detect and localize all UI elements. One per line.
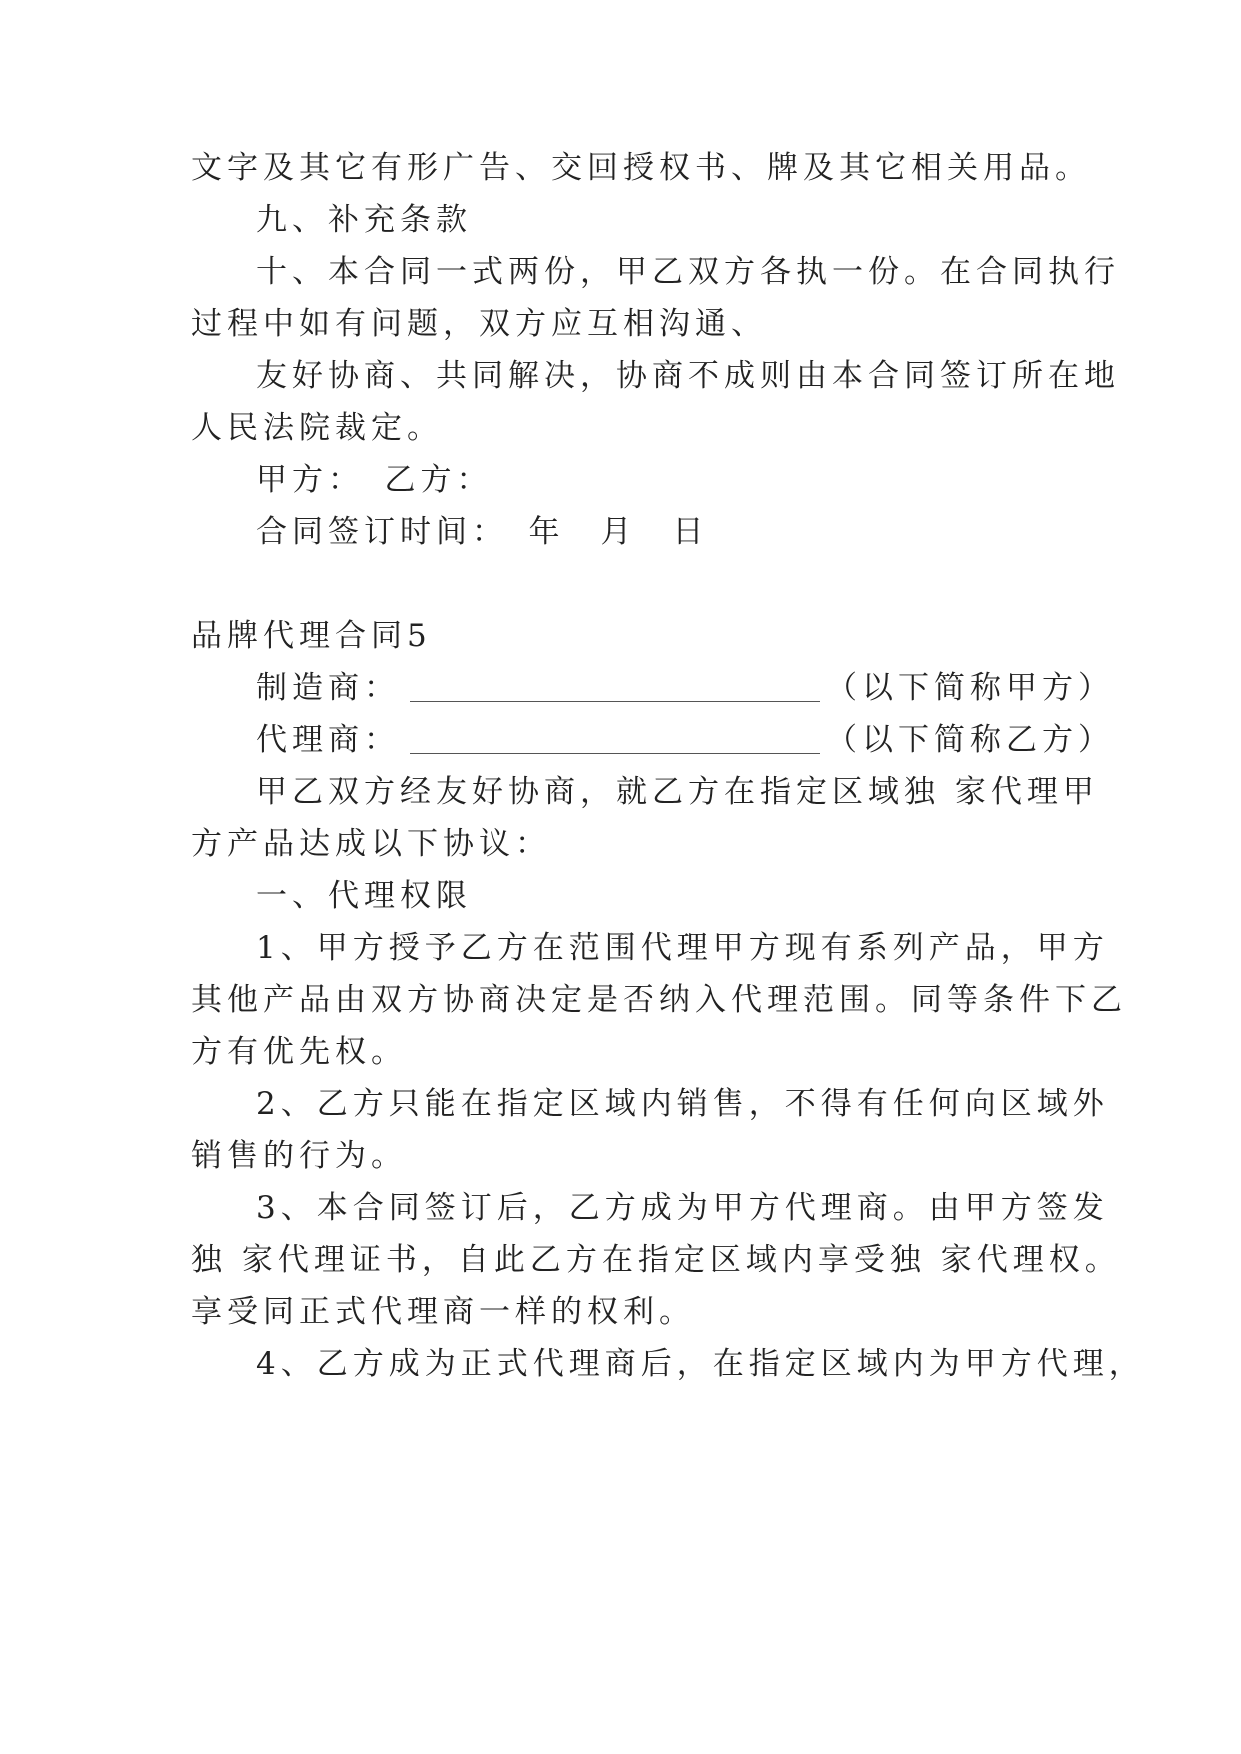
paragraph-line: 销售的行为。	[191, 1138, 407, 1174]
paragraph-line: 4、乙方成为正式代理商后，在指定区域内为甲方代理，	[256, 1346, 1145, 1382]
manufacturer-note: （以下简称甲方）	[826, 670, 1114, 706]
paragraph-line: 其他产品由双方协商决定是否纳入代理范围。同等条件下乙	[191, 982, 1127, 1018]
paragraph-line: 方有优先权。	[191, 1034, 407, 1070]
paragraph-line: 方产品达成以下协议：	[191, 826, 551, 862]
agent-label: 代理商：	[256, 722, 400, 758]
paragraph-line: 过程中如有问题，双方应互相沟通、	[191, 306, 767, 342]
contract-title: 品牌代理合同5	[191, 618, 432, 654]
signature-line: 甲方： 乙方：	[256, 462, 493, 498]
paragraph-line: 文字及其它有形广告、交回授权书、牌及其它相关用品。	[191, 150, 1091, 186]
paragraph-line: 十、本合同一式两份，甲乙双方各执一份。在合同执行	[256, 254, 1120, 290]
manufacturer-blank	[410, 671, 820, 702]
paragraph-line: 享受同正式代理商一样的权利。	[191, 1294, 695, 1330]
agent-note: （以下简称乙方）	[826, 722, 1114, 758]
signing-date-line: 合同签订时间： 年 月 日	[256, 514, 709, 550]
paragraph-line: 甲乙双方经友好协商，就乙方在指定区域独 家代理甲	[256, 774, 1099, 810]
section-heading: 一、代理权限	[256, 878, 472, 914]
paragraph-line: 独 家代理证书，自此乙方在指定区域内享受独 家代理权。	[191, 1242, 1121, 1278]
paragraph-line: 友好协商、共同解决，协商不成则由本合同签订所在地	[256, 358, 1120, 394]
paragraph-line: 3、本合同签订后，乙方成为甲方代理商。由甲方签发	[256, 1190, 1109, 1226]
clause-heading: 九、补充条款	[256, 202, 472, 238]
paragraph-line: 人民法院裁定。	[191, 410, 443, 446]
paragraph-line: 2、乙方只能在指定区域内销售，不得有任何向区域外	[256, 1086, 1109, 1122]
manufacturer-line	[256, 668, 1114, 708]
agent-blank	[410, 723, 820, 754]
paragraph-line: 1、甲方授予乙方在范围代理甲方现有系列产品，甲方	[256, 930, 1109, 966]
agent-line	[256, 720, 1114, 760]
manufacturer-label: 制造商：	[256, 670, 400, 706]
